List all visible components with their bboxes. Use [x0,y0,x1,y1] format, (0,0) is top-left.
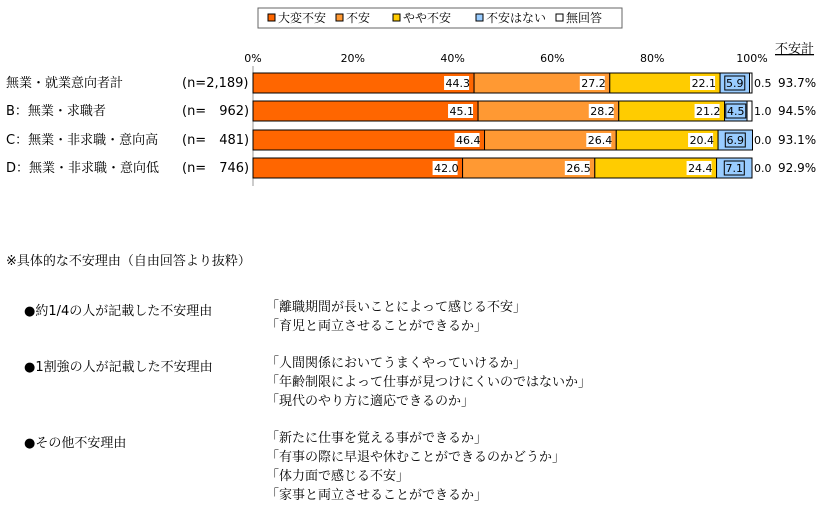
legend-label-2: 不安 [346,11,371,25]
x-tick-label: 40% [440,52,465,65]
data-label: 1.0 [754,105,772,118]
bar-segment [747,101,752,121]
data-label: 22.1 [691,77,717,90]
reason-group-3-label: ●その他不安理由 [24,436,127,451]
x-tick-label: 60% [540,52,565,65]
reason-3-1: 「新たに仕事を覚える事ができるか」 [266,431,488,446]
total-value: 93.1% [778,133,817,147]
n-label: (n= 746) [182,161,250,176]
total-value: 92.9% [778,161,817,175]
data-label: 0.0 [754,162,772,175]
total-value: 94.5% [778,104,817,118]
category-label: 無業・就業意向者計 [6,76,124,91]
x-tick-label: 80% [639,52,665,65]
legend-swatch-4 [476,14,483,21]
legend-swatch-2 [336,14,343,21]
x-tick-label: 0% [244,52,262,65]
data-label: 0.0 [754,134,772,147]
bar-segment [750,73,752,93]
data-label: 0.5 [754,77,772,90]
data-label: 44.3 [445,77,471,90]
data-label: 5.9 [726,77,744,90]
data-label: 24.4 [688,162,713,175]
legend-swatch-5 [556,14,563,21]
n-label: (n=2,189) [182,76,249,91]
legend-swatch-3 [393,14,400,21]
reason-1-2: 「育児と両立させることができるか」 [266,319,488,334]
x-tick-label: 100% [736,52,768,65]
reason-3-3: 「体力面で感じる不安」 [266,469,410,484]
bar-segment [253,101,478,121]
x-tick-label: 20% [340,52,366,65]
reason-group-1-label: ●約1/4の人が記載した不安理由 [24,304,213,319]
bar-segment [253,158,463,178]
data-label: 26.5 [566,162,591,175]
notes-heading: ※具体的な不安理由（自由回答より抜粋） [6,254,251,269]
reason-group-2-label: ●1割強の人が記載した不安理由 [24,360,213,375]
data-label: 21.2 [696,105,721,118]
reason-3-2: 「有事の際に早退や休むことができるのかどうか」 [266,450,566,465]
data-label: 4.5 [727,105,745,118]
stacked-bar-chart [0,0,818,230]
data-label: 26.4 [587,134,613,147]
reason-3-4: 「家事と両立させることができるか」 [266,488,488,503]
legend-swatch-1 [268,14,275,21]
n-label: (n= 962) [182,104,250,119]
bar-segment [253,130,485,150]
bar-segment [253,73,474,93]
legend-label-4: 不安はない [486,11,547,25]
data-label: 45.1 [449,105,475,118]
total-value: 93.7% [778,76,817,90]
category-label: D：無業・非求職・意向低 [6,161,160,176]
data-label: 27.2 [581,77,606,90]
total-header: 不安計 [775,42,815,57]
category-label: B：無業・求職者 [6,104,106,119]
data-label: 7.1 [725,162,744,175]
legend-label-5: 無回答 [566,11,603,25]
legend-label-3: やや不安 [403,11,452,25]
legend-label-1: 大変不安 [278,11,327,25]
data-label: 28.2 [590,105,615,118]
reason-1-1: 「離職期間が長いことによって感じる不安」 [266,300,527,315]
reason-2-3: 「現代のやり方に適応できるのか」 [266,394,475,409]
category-label: C：無業・非求職・意向高 [6,133,159,148]
reason-2-2: 「年齢制限によって仕事が見つけにくいのではないか」 [266,375,592,390]
data-label: 20.4 [689,134,715,147]
reason-2-1: 「人間関係においてうまくやっていけるか」 [266,356,527,371]
data-label: 46.4 [456,134,481,147]
n-label: (n= 481) [182,133,250,148]
data-label: 42.0 [434,162,459,175]
data-label: 6.9 [726,134,745,147]
